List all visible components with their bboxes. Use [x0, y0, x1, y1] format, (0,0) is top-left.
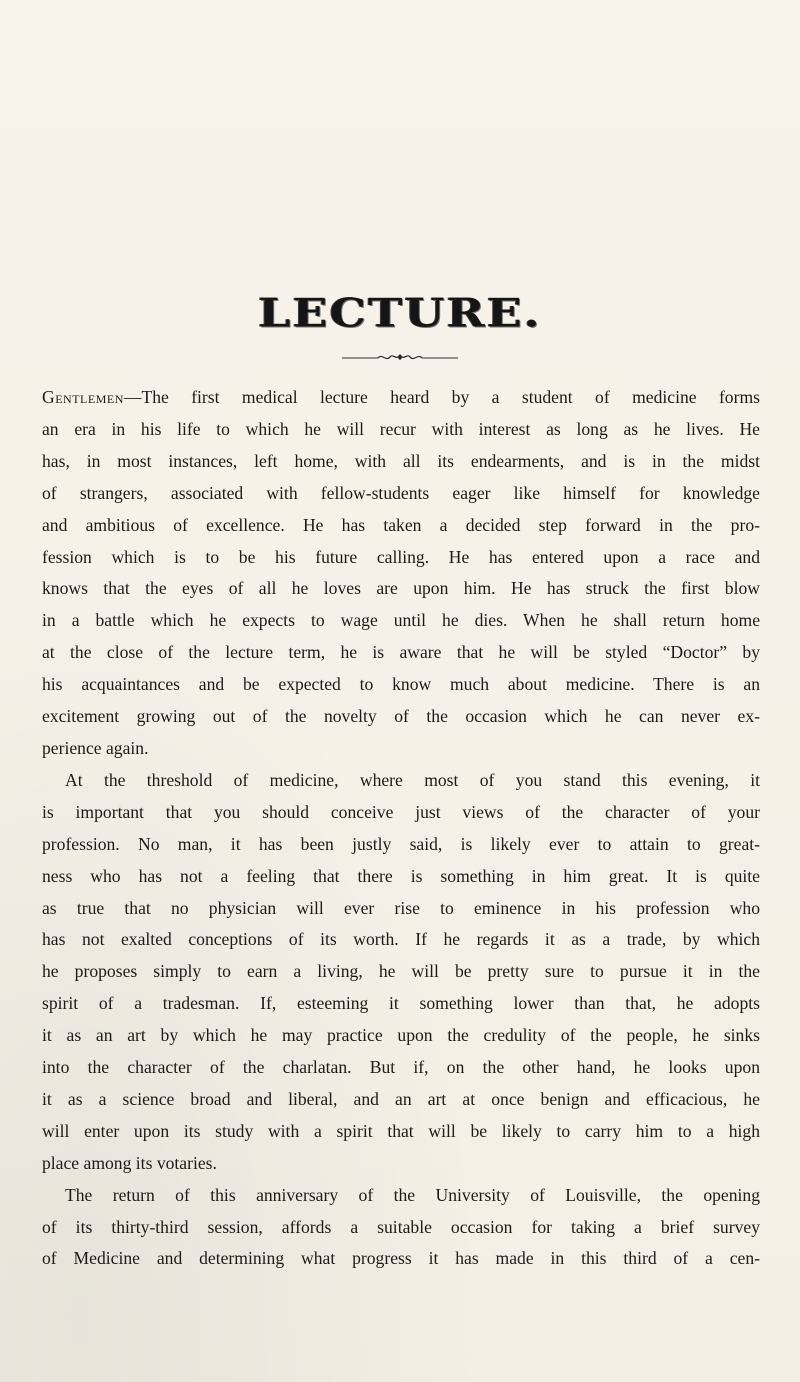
text-line: perience again. — [42, 737, 149, 758]
text-line: it as an art by which he may practice upon the credulity of the people, he sinks — [42, 1025, 760, 1046]
title-text: LECTURE. — [258, 290, 542, 336]
text-line: and ambitious of excellence. He has taken a decided step forward in the pro- — [42, 514, 760, 535]
opening-word: Gentlemen — [42, 387, 124, 407]
page-title — [0, 290, 800, 336]
text-line: as true that no physician will ever rise to eminence in his profession who — [42, 897, 760, 918]
text-line: into the character of the charlatan. But if, on the other hand, he looks upon — [42, 1057, 760, 1078]
text-line: will enter upon its study with a spirit that will be likely to carry him to a high — [42, 1120, 760, 1141]
text-line: fession which is to be his future calling. He has entered upon a race and — [42, 546, 760, 567]
text-line: place among its votaries. — [42, 1152, 217, 1173]
text-line: has not exalted conceptions of its worth. If he regards it as a trade, by which — [42, 929, 760, 950]
text-line: an era in his life to which he will recur with interest as long as he lives. He — [42, 418, 760, 439]
text-line: of strangers, associated with fellow-students eager like himself for knowledge — [42, 482, 760, 503]
body-text — [42, 382, 760, 1275]
text-line: has, in most instances, left home, with all its endearments, and is in the midst — [42, 450, 760, 471]
text-line: in a battle which he expects to wage until he dies. When he shall return home — [42, 610, 760, 631]
text-line: The return of this anniversary of the University of Louisville, the opening — [65, 1184, 760, 1205]
text-line: knows that the eyes of all he loves are upon him. He has struck the first blow — [42, 578, 760, 599]
paragraph-1-line-1 — [42, 382, 760, 414]
text-line: spirit of a tradesman. If, esteeming it something lower than that, he adopts — [42, 993, 760, 1014]
text-line: At the threshold of medicine, where most of you stand this evening, it — [65, 769, 760, 790]
text-line: excitement growing out of the novelty of the occasion which he can never ex- — [42, 706, 760, 727]
text-line: profession. No man, it has been justly said, is likely ever to attain to great- — [42, 833, 760, 854]
text-line: ness who has not a feeling that there is something in him great. It is quite — [42, 865, 760, 886]
text-line: is important that you should conceive just views of the character of your — [42, 801, 760, 822]
text-line: it as a science broad and liberal, and an art at once benign and efficacious, he — [42, 1088, 760, 1109]
text-line: his acquaintances and be expected to know much about medicine. There is an — [42, 674, 760, 695]
text-line: he proposes simply to earn a living, he will be pretty sure to pursue it in the — [42, 961, 760, 982]
ornament-divider — [340, 350, 460, 364]
text-line: of Medicine and determining what progress it has made in this third of a cen- — [42, 1248, 760, 1269]
text-line: of its thirty-third session, affords a suitable occasion for taking a brief survey — [42, 1216, 760, 1237]
text-line: at the close of the lecture term, he is aware that he will be styled “Doctor” by — [42, 642, 760, 663]
text-line: —The first medical lecture heard by a student of medicine forms — [123, 387, 760, 407]
